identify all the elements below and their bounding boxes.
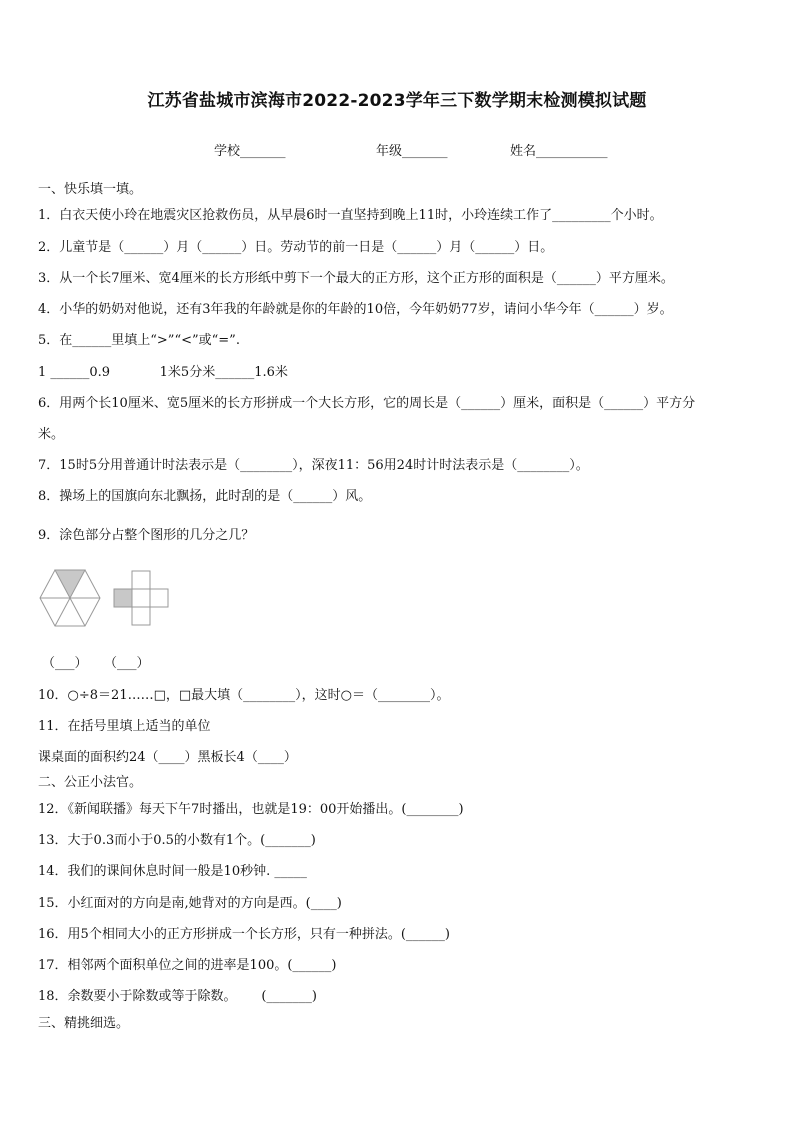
question-7: 7．15时5分用普通计时法表示是（________），深夜11：56用24时计时法表示是（________）。 — [38, 458, 589, 473]
hexagon-figure — [40, 570, 100, 626]
question-9-answers: （___） （___） — [42, 656, 150, 671]
question-9: 9．涂色部分占整个图形的几分之几？ — [38, 528, 255, 543]
question-5: 5．在______里填上“>”“<”或“=”. — [38, 333, 240, 348]
question-10: 10．○÷8＝21……□，□最大填（________），这时○＝（________）。 — [38, 688, 450, 703]
page-title: 江苏省盐城市滨海市2022-2023学年三下数学期末检测模拟试题 — [147, 91, 647, 111]
question-18: 18．余数要小于除数或等于除数。 (_______) — [38, 989, 317, 1004]
question-17: 17．相邻两个面积单位之间的进率是100。(______) — [38, 958, 337, 973]
question-5-items: 1 ______0.9 1米5分米______1.6米 — [38, 365, 288, 380]
question-6: 6．用两个长10厘米、宽5厘米的长方形拼成一个大长方形，它的周长是（______）厘米，面积是（______）平方分 — [38, 396, 696, 411]
question-13: 13．大于0.3而小于0.5的小数有1个。(_______) — [38, 833, 316, 848]
question-8: 8．操场上的国旗向东北飘扬，此时刮的是（______）风。 — [38, 489, 372, 504]
grade-field: 年级_______ — [376, 144, 448, 159]
question-3: 3．从一个长7厘米、宽4厘米的长方形纸中剪下一个最大的正方形，这个正方形的面积是（______）平方厘米。 — [38, 271, 674, 286]
question-12: 12．《新闻联播》每天下午7时播出，也就是19：00开始播出。(________) — [38, 802, 464, 817]
question-2: 2．儿童节是（______）月（______）日。劳动节的前一日是（______）月（______）日。 — [38, 240, 554, 255]
question-1: 1．白衣天使小玲在地震灾区抢救伤员，从早晨6时一直坚持到晚上11时，小玲连续工作了_________个小时。 — [38, 208, 663, 223]
name-field: 姓名___________ — [510, 144, 608, 159]
section-2-heading: 二、公正小法官。 — [38, 775, 143, 790]
question-6-cont: 米。 — [38, 427, 65, 442]
shape-figures — [38, 568, 178, 630]
question-11-items: 课桌面的面积约24（____）黑板长4（____） — [38, 750, 297, 765]
question-16: 16．用5个相同大小的正方形拼成一个长方形，只有一种拼法。(______) — [38, 927, 450, 942]
question-15: 15．小红面对的方向是南,她背对的方向是西。(____) — [38, 896, 342, 911]
question-4: 4．小华的奶奶对他说，还有3年我的年龄就是你的年龄的10倍，今年奶奶77岁，请问小华今年（______）岁。 — [38, 302, 673, 317]
question-11: 11．在括号里填上适当的单位 — [38, 719, 211, 734]
question-14: 14．我们的课间休息时间一般是10秒钟. _____ — [38, 864, 307, 879]
cube-net-figure — [114, 571, 168, 625]
school-field: 学校_______ — [214, 144, 286, 159]
section-1-heading: 一、快乐填一填。 — [38, 182, 143, 197]
section-3-heading: 三、精挑细选。 — [38, 1016, 130, 1031]
